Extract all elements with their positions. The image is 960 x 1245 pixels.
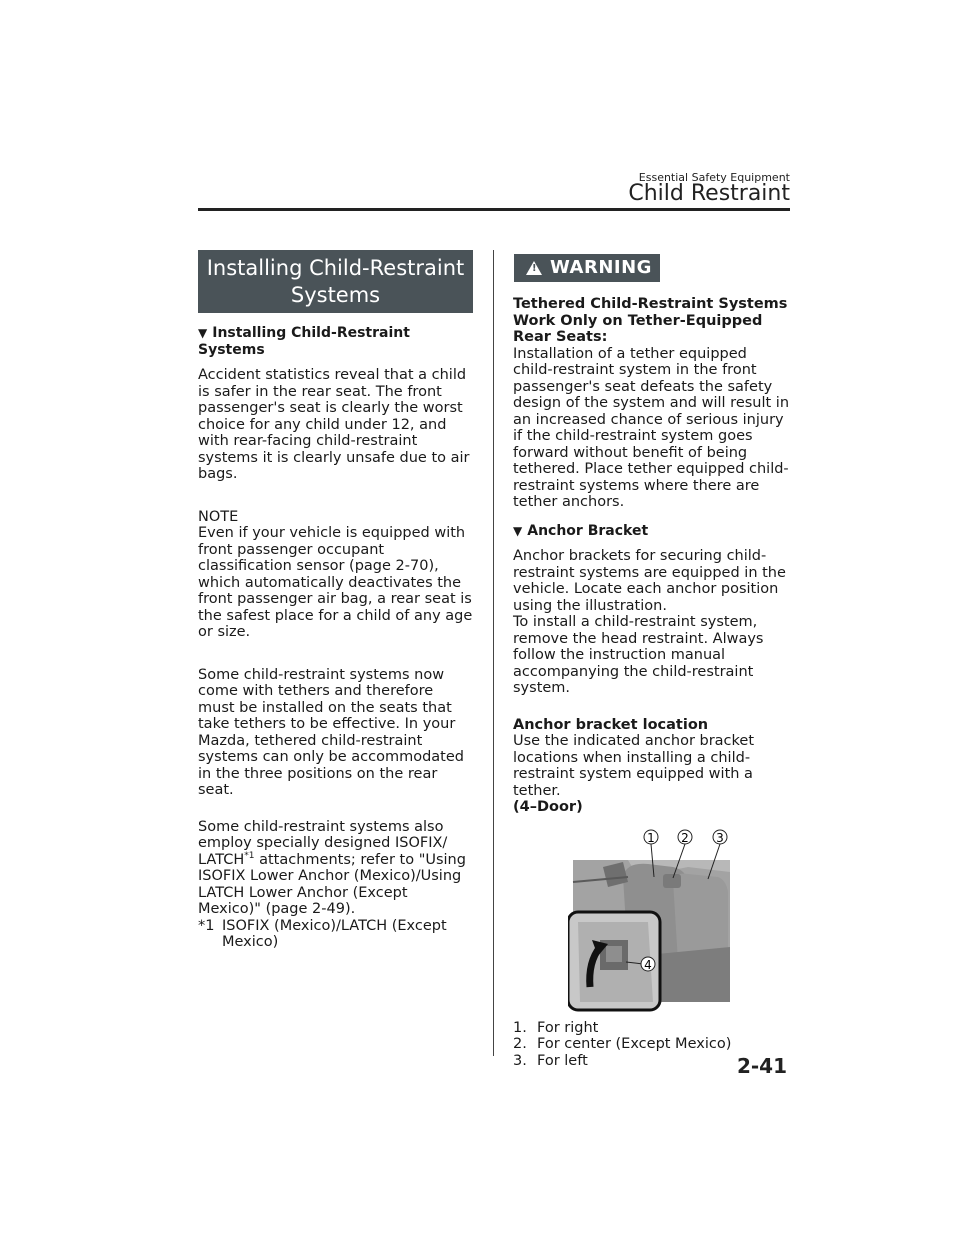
footnote-mark: *1 [198, 917, 215, 934]
list-text: For center (Except Mexico) [537, 1036, 732, 1052]
triangle-down-icon: ▼ [198, 326, 208, 340]
left-column [198, 250, 473, 951]
list-number: 3. [513, 1052, 527, 1069]
paragraph-isofix [198, 819, 473, 918]
footnote-ref: *1 [244, 850, 255, 861]
paragraph-anchor: Anchor brackets for securing child-restraint systems are equipped in the vehicle. Locate each anchor position using the illustration. [513, 548, 786, 614]
list-number: 1. [513, 1019, 527, 1036]
footnote [198, 918, 473, 951]
note-label: NOTE [198, 508, 239, 525]
paragraph-accident: Accident statistics reveal that a child is safer in the rear seat. The front passenger's seat is clearly the worst choice for any child under 12, and with rear-facing child-restraint systems it is clearly unsafe due to air bags. [198, 367, 470, 482]
list-item [513, 1036, 790, 1053]
header-section: Essential Safety Equipment [638, 171, 790, 184]
isofix-text-b: attachments; refer to "Using ISOFIX Lower Anchor (Mexico)/Using LATCH Lower Anchor (Except Mexico)" (page 2-49). [198, 851, 466, 917]
location-text: Use the indicated anchor bracket locations when installing a child-restraint system equipped with a tether. [513, 733, 755, 799]
list-number: 2. [513, 1036, 527, 1052]
rear-seat-illustration [568, 822, 788, 1012]
paragraph-install: To install a child-restraint system, remove the head restraint. Always follow the instruction manual accompanying the child-restraint system. [513, 614, 764, 696]
callout-4: 4 [644, 957, 652, 972]
column-divider [493, 250, 494, 1056]
header-rule [198, 208, 790, 211]
callout-3: 3 [716, 830, 724, 845]
warning-label: WARNING [550, 256, 652, 278]
note-text: Even if your vehicle is equipped with front passenger occupant classification sensor (page 2-70), which automatically deactivates the front passenger air bag, a rear seat is the safest place for a child of any age or size. [198, 525, 473, 640]
header-title: Child Restraint [628, 181, 790, 206]
subheading-anchor [513, 523, 790, 540]
list-text: For right [537, 1019, 599, 1036]
page-number: 2-41 [736, 1054, 787, 1078]
location-heading: Anchor bracket location [513, 716, 709, 733]
triangle-down-icon: ▼ [513, 523, 523, 538]
right-column [513, 250, 790, 1069]
subheading-text: Installing Child-Restraint Systems [198, 325, 410, 358]
footnote-text: ISOFIX (Mexico)/LATCH (Except Mexico) [222, 917, 447, 950]
subheading-text: Anchor Bracket [527, 522, 649, 539]
list-item [513, 1020, 790, 1037]
warning-icon: ! [526, 261, 542, 275]
section-banner: Installing Child-Restraint Systems [198, 250, 473, 313]
paragraph-tethers: Some child-restraint systems now come with tethers and therefore must be installed on the seats that take tethers to be effective. In your Mazda, tethered child-restraint systems can only be accommodated in the three positions on the rear seat. [198, 666, 464, 798]
variant-label: (4–Door) [513, 799, 583, 815]
anchor-illustration [568, 822, 788, 1012]
warning-badge [514, 254, 660, 282]
callout-2: 2 [681, 830, 689, 845]
subheading-installing [198, 325, 473, 358]
isofix-text-a: Some child-restraint systems also employ specially designed ISOFIX/ LATCH [198, 818, 448, 868]
warning-text: Installation of a tether equipped child-restraint system in the front passenger's seat defeats the safety design of the system and will result in an increased chance of serious injury if the child-restraint system goes forward without benefit of being tethered. Place tether equipped child-restraint systems where there are tether anchors. [513, 345, 790, 510]
callout-1: 1 [647, 830, 655, 845]
list-text: For left [537, 1052, 588, 1069]
warning-heading: Tethered Child-Restraint Systems Work Only on Tether-Equipped Rear Seats: [513, 296, 788, 345]
